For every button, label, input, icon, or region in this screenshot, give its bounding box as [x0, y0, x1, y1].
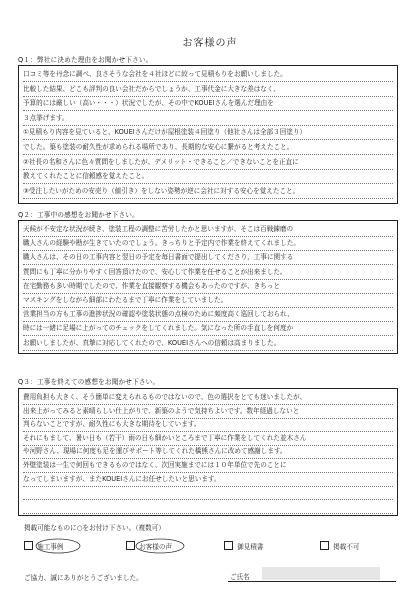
option-customer-voice[interactable]	[126, 541, 172, 551]
option-label: 御見積書	[237, 543, 264, 551]
q3-answer-text: や河野さん、現場に何度も足を運びサポート等してくれた橋熊さんに改めて感謝します。	[23, 447, 287, 456]
checkbox-not-publishable[interactable]	[320, 541, 329, 550]
name-label: ご氏名	[230, 573, 250, 581]
q3-answer-line	[23, 500, 393, 514]
q2-answer-line	[23, 322, 393, 336]
q1-answer-line	[23, 170, 393, 184]
q1-answer-text: 教えてくれたことに信頼感を覚えたこと。	[23, 172, 149, 181]
q3-answer-text: 外壁塗装は一生で何回もできるものではなく、次回実施までには１０年単位で先のことに	[23, 461, 287, 469]
q3-answer-line	[23, 418, 393, 432]
option-label: 掲載不可	[333, 543, 360, 551]
q1-answer-line	[23, 156, 393, 170]
q3-label: Q３：工事を終えての感想をお聞かせ下さい。	[18, 378, 160, 386]
q2-answer-text: 職人さんの経験や勘が生きていたのでしょう。きっちりと予定内で作業を終えてくれました。	[23, 239, 300, 248]
q1-answer-text: でした。築も塗装の耐久性が求められる場所であり、長期的な安心に繋がると考えたこと。	[23, 143, 294, 151]
q1-answer-text: ３点挙げます。	[23, 113, 69, 122]
q3-answer-line	[23, 459, 393, 473]
q1-answer-line	[23, 112, 393, 126]
q2-answer-box	[18, 220, 398, 354]
q1-answer-line	[23, 185, 393, 199]
q3-answer-text: 判らないことですが、耐久性にも大きな期待をしています。	[23, 420, 201, 429]
q3-answer-line	[23, 473, 393, 487]
publish-instructions: 掲載可能なものに○をお付け下さい。（複数可）	[24, 524, 165, 532]
option-label: 施工事例	[37, 543, 64, 551]
q3-answer-line	[23, 405, 393, 419]
q1-answer-line	[23, 126, 393, 140]
name-signature-line	[228, 581, 396, 582]
q1-label: Q１：弊社に決めた理由をお聞かせ下さい。	[18, 56, 153, 64]
checkbox-customer-voice[interactable]	[126, 541, 135, 550]
q3-answer-line	[23, 445, 393, 459]
q1-answer-line	[23, 141, 393, 155]
q1-answer-text: ③受注したいがための安売り（値引き）をしない姿勢が逆に会社に対する安心を覚えたこと。	[23, 186, 300, 195]
option-not-publishable[interactable]	[320, 541, 359, 551]
q2-answer-line	[23, 294, 393, 308]
q2-answer-text: 営業担当の方も工事の進捗状況の確認や塗装状態の点検のために頻度高く巡回しておられ、	[23, 310, 294, 319]
q3-answer-text: それにもまして、暑い日も（若干）雨の日も細かいところまで丁寧に作業をしてくれた並木さん	[23, 433, 307, 442]
checkbox-construction-examples[interactable]	[24, 541, 33, 550]
q2-answer-text: 時には一緒に足場に上がってのチェックをしてくれました。気になった所の手直しを何度か	[23, 324, 294, 333]
q1-answer-line	[23, 97, 393, 111]
q3-answer-text: 費用負担も大きく、そう簡単に変えられるものではないので、色の選択をとても迷いましたが、	[23, 393, 307, 401]
q2-answer-line	[23, 237, 393, 251]
checkbox-estimate[interactable]	[224, 541, 233, 550]
option-estimate[interactable]	[224, 541, 263, 551]
q2-answer-text: 職人さんは、その日の工事内容と翌日の予定を毎日書面で提出してくださり、工事に関する	[23, 253, 294, 262]
q2-answer-line	[23, 308, 393, 322]
page-title: お客様の声	[182, 38, 238, 49]
q1-answer-box	[18, 65, 398, 204]
q2-answer-text: マスキングをしながら細部にわたるまで丁寧に作業をしていました。	[23, 296, 228, 304]
q1-answer-text: 比較した結果、どこも評判の良い会社だからでしょうか、工事代金に大きな差はなく、	[23, 84, 280, 93]
redacted-name	[262, 567, 380, 580]
q2-answer-line	[23, 223, 393, 237]
q2-answer-text: 質問にも丁寧に分かりやすく回答頂けたので、安心して作業を任せることが出来ました。	[23, 267, 287, 276]
q1-answer-text: ②社長の名和さんに色々質問をしましたが、デメリット・できること／できないことを正直に	[23, 157, 299, 166]
q1-answer-line	[23, 68, 393, 82]
q1-answer-text: ①見積もり内容を見ていると、KOUEIさんだけが屋根塗装４回塗り（他社さんは全部３回塗り）	[23, 128, 307, 137]
option-construction-examples[interactable]	[24, 541, 63, 551]
q3-answer-text: 出来上がってみると素晴らしい仕上がりで、新築のようで気持ちよいです。数年経過しないと	[23, 406, 300, 415]
q2-answer-line	[23, 280, 393, 294]
q3-answer-text: なってしまいますが、またKOUEIさんにお任せしたいと思います。	[23, 474, 221, 483]
q2-answer-line	[23, 251, 393, 265]
q2-answer-line	[23, 266, 393, 280]
q2-label: Q２：工事中の感想をお聞かせ下さい。	[18, 211, 139, 219]
q2-answer-text: 天候が不安定な状況が続き、塗装工程の調整に苦労したかと思いますが、そこは百戦錬磨の	[23, 225, 294, 233]
q2-answer-line	[23, 337, 393, 351]
q1-answer-text: 予算的には厳しい（高い・・・）状況でしたが、その中でKOUEIさんを選んだ理由を	[23, 99, 274, 108]
q3-answer-line	[23, 432, 393, 446]
q3-answer-line	[23, 391, 393, 405]
q3-answer-box	[18, 388, 398, 516]
thanks-text: ご協力、誠にありがとうございました。	[24, 574, 143, 582]
q1-answer-text: 口コミ等を丹念に調べ、良さそうな会社を４社ほどに絞って見積もりをお願いしました。	[23, 70, 287, 78]
q3-answer-line	[23, 486, 393, 500]
q2-answer-text: 在宅勤務も多い時期でしたので、作業を直接観察する機会もあったのですが、きちっと	[23, 281, 280, 290]
q2-answer-text: お願いしましたが、真摯に対応してくれたので、KOUEIさんへの信頼は高まりました。	[23, 338, 281, 347]
option-label: お客様の声	[139, 543, 173, 551]
q1-answer-line	[23, 83, 393, 97]
